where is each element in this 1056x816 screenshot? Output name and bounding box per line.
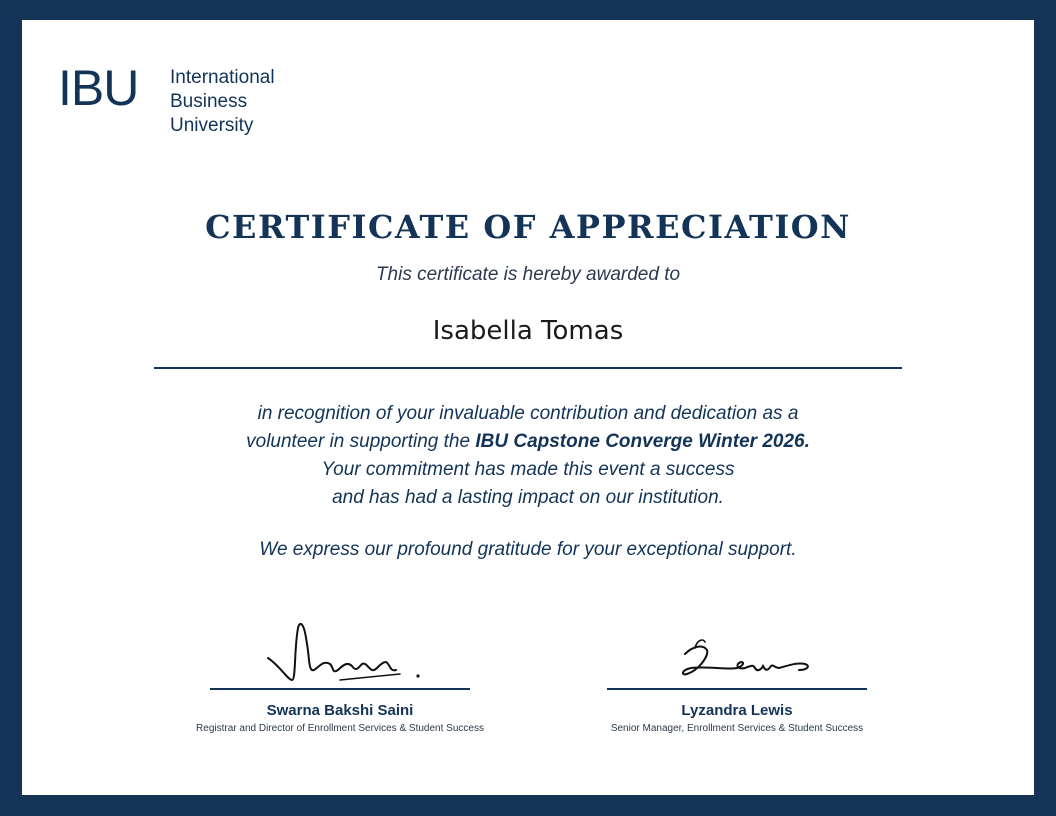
signatory-name-right: Lyzandra Lewis xyxy=(681,702,793,719)
ibu-logo-wordmark xyxy=(170,66,275,138)
recognition-text xyxy=(22,400,1034,512)
recognition-line-4: and has had a lasting impact on our institution. xyxy=(332,487,724,508)
recipient-name: Isabella Tomas xyxy=(432,316,624,346)
logo-line-business: Business xyxy=(170,91,248,112)
recognition-line-2-prefix: volunteer in supporting the xyxy=(246,431,476,452)
signature-block-right xyxy=(567,610,907,734)
logo-line-university: University xyxy=(170,115,254,136)
signature-line-right xyxy=(607,688,867,690)
signatory-title-right: Senior Manager, Enrollment Services & Student Success xyxy=(610,723,864,734)
signature-drawing-lewis xyxy=(637,610,837,688)
recognition-line-3: Your commitment has made this event a success xyxy=(321,459,735,480)
certificate-sheet xyxy=(22,20,1034,795)
signature-drawing-swarna xyxy=(240,610,440,688)
recognition-line-1: in recognition of your invaluable contribution and dedication as a xyxy=(257,403,799,424)
event-name: IBU Capstone Converge Winter 2026. xyxy=(475,431,810,452)
awarded-to-line: This certificate is hereby awarded to xyxy=(375,264,681,285)
gratitude-line: We express our profound gratitude for your exceptional support. xyxy=(259,539,797,560)
signature-block-left xyxy=(170,610,510,734)
recipient-underline xyxy=(154,367,902,369)
ibu-logo-mark: IBU xyxy=(58,60,139,116)
signature-line-left xyxy=(210,688,470,690)
certificate-title: CERTIFICATE OF APPRECIATION xyxy=(205,208,851,246)
recognition-line-2 xyxy=(22,428,1034,456)
signatory-title-left: Registrar and Director of Enrollment Services & Student Success xyxy=(196,723,484,734)
logo-line-international: International xyxy=(170,67,275,88)
signatory-name-left: Swarna Bakshi Saini xyxy=(266,702,414,719)
